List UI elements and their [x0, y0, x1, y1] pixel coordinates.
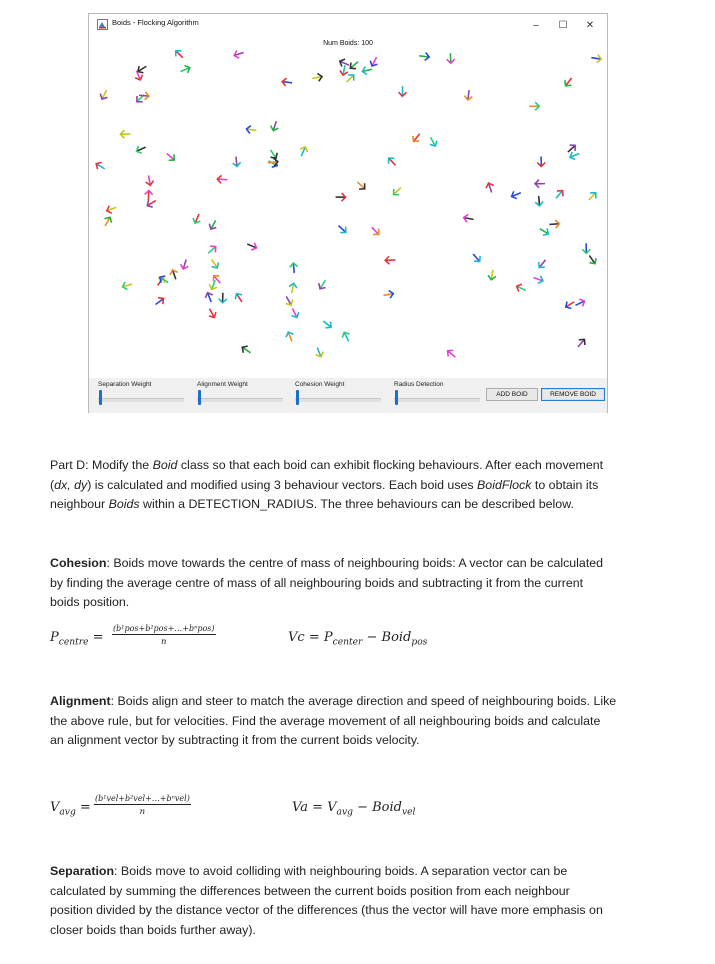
- boids-window: [88, 13, 608, 413]
- boid-arrow: [445, 348, 458, 361]
- boid-arrow: [591, 54, 602, 63]
- remove-boid-button[interactable]: REMOVE BOID: [541, 388, 605, 401]
- boid-arrow: [419, 52, 430, 61]
- boid-arrow: [145, 197, 158, 209]
- boid-arrow: [383, 290, 394, 300]
- denominator: n: [161, 637, 167, 647]
- boid-arrow: [568, 150, 580, 161]
- text: class so that each boid can exhibit flocking behaviours. After each movement: [177, 458, 604, 472]
- boid-arrow: [515, 283, 527, 294]
- boid-arrow: [282, 78, 293, 87]
- maximize-button[interactable]: ☐: [558, 19, 568, 31]
- boid-arrow: [288, 282, 298, 293]
- text: : Boids move to avoid colliding with neighbouring boids. A separation vector can be: [114, 864, 568, 878]
- separation-weight-label: Separation Weight: [98, 381, 152, 388]
- boid-arrow: [289, 263, 298, 274]
- boid-arrow: [232, 156, 241, 167]
- boid-arrow: [398, 86, 406, 96]
- boid-arrow: [173, 48, 186, 61]
- add-boid-button[interactable]: ADD BOID: [486, 388, 538, 401]
- boid-arrow: [169, 269, 180, 281]
- boid-arrow: [535, 196, 544, 207]
- boid-arrow: [283, 294, 295, 307]
- boid-arrow: [341, 331, 353, 343]
- alignment-paragraph: [50, 692, 654, 751]
- text: : Boids align and steer to match the average direction and speed of neighbouring boids. Like: [110, 694, 617, 708]
- numerator: (b¹pos+b²pos+…+bⁿpos): [113, 624, 215, 633]
- variables: dx, dy: [54, 477, 88, 492]
- boid-arrow: [355, 179, 368, 192]
- boid-arrow: [206, 244, 219, 257]
- symbol: P: [50, 630, 59, 645]
- minimize-button[interactable]: –: [533, 19, 539, 31]
- radius-detection-slider[interactable]: [395, 390, 398, 405]
- text: the above rule, but for velocities. Find the average movement of all neighbouring boids and calculate: [50, 713, 601, 728]
- boid-arrow: [153, 295, 166, 307]
- alignment-weight-label: Alignment Weight: [197, 381, 248, 388]
- boid-arrow: [145, 175, 155, 186]
- boid-arrow: [538, 225, 551, 237]
- boid-arrow: [336, 193, 346, 201]
- denominator: n: [139, 807, 146, 817]
- boid-arrow: [348, 59, 361, 72]
- equals: =: [308, 630, 320, 645]
- boid-canvas[interactable]: [89, 36, 607, 378]
- text: within a DETECTION_RADIUS. The three behaviours can be described below.: [139, 497, 574, 511]
- numerator: (b¹vel+b²vel+…+bⁿvel): [95, 794, 190, 803]
- cohesion-weight-slider[interactable]: [296, 390, 299, 405]
- boid-arrow: [321, 318, 334, 331]
- symbol: V: [50, 800, 60, 815]
- boid-arrow: [385, 256, 395, 265]
- class-name: BoidFlock: [477, 477, 532, 492]
- boid-arrow: [535, 180, 545, 188]
- boid-arrow: [219, 293, 227, 303]
- close-button[interactable]: ✕: [585, 19, 595, 31]
- class-name: Boid: [152, 458, 178, 472]
- boid-arrow: [464, 90, 473, 101]
- boid-arrow: [391, 185, 404, 198]
- text: : Boids move towards the centre of mass of neighbouring boids: A vector can be calculated: [106, 556, 604, 570]
- boid-arrow: [427, 135, 439, 148]
- text: position divided by the distance vector of the differences (thus the vector will have more emphasis on: [50, 903, 603, 917]
- boid-arrow: [314, 346, 325, 358]
- boid-arrow: [317, 278, 329, 291]
- subscript: centre: [58, 637, 89, 648]
- boid-arrow: [217, 175, 228, 184]
- separation-weight-track[interactable]: [98, 398, 184, 402]
- separation-paragraph: [50, 862, 654, 940]
- boid-arrow: [470, 251, 483, 264]
- boid-arrow: [233, 291, 245, 304]
- minus: −: [357, 800, 368, 815]
- boid-arrow: [446, 53, 454, 63]
- boid-arrow: [536, 257, 549, 270]
- title-bar[interactable]: [89, 14, 607, 36]
- boid-arrow: [246, 125, 257, 134]
- boid-arrow: [246, 240, 258, 251]
- boid-arrow: [532, 274, 544, 285]
- boid-arrow: [285, 331, 296, 343]
- boid-arrow: [369, 225, 382, 238]
- boid-arrow: [361, 65, 373, 75]
- boid-arrow: [368, 55, 380, 68]
- boid-arrow: [289, 307, 301, 319]
- text: ) is calculated and modified using 3 behaviour vectors. Each boid uses: [87, 477, 478, 492]
- symbol: Boid: [381, 630, 412, 645]
- symbol: Vc: [288, 630, 305, 645]
- boid-arrow: [562, 75, 574, 88]
- p-centre-lhs: [50, 630, 104, 648]
- cohesion-paragraph: [50, 554, 654, 613]
- boid-arrow: [463, 214, 474, 224]
- boid-arrow: [336, 223, 349, 236]
- boid-arrow: [586, 190, 599, 203]
- boid-arrow: [549, 220, 560, 229]
- text: boids position.: [50, 595, 130, 609]
- control-panel: [89, 378, 607, 413]
- alignment-weight-slider[interactable]: [198, 390, 201, 405]
- boid-arrow: [298, 145, 309, 157]
- subscript: center: [332, 637, 363, 648]
- symbol: P: [323, 630, 333, 645]
- part-d-paragraph: [50, 456, 654, 515]
- boid-arrow: [120, 130, 130, 138]
- minus: −: [366, 630, 378, 645]
- boid-arrow: [191, 212, 202, 224]
- text: to obtain its: [531, 477, 599, 492]
- text: calculated by summing the differences between the current boids position from each neighbour: [50, 883, 570, 898]
- subscript: avg: [336, 807, 353, 818]
- text: (: [50, 477, 55, 492]
- boid-arrow: [564, 298, 577, 310]
- v-avg-fraction: [94, 794, 191, 817]
- boid-arrow: [574, 297, 586, 308]
- equals: =: [79, 800, 91, 815]
- cohesion-heading: Cohesion: [50, 556, 107, 570]
- equals: =: [92, 630, 104, 645]
- boid-arrow: [510, 189, 522, 200]
- boid-arrow: [553, 188, 566, 201]
- boid-arrow: [179, 258, 190, 270]
- equals: =: [312, 800, 323, 815]
- boid-arrow: [121, 280, 133, 290]
- separation-heading: Separation: [50, 864, 115, 878]
- radius-detection-track[interactable]: [394, 398, 480, 402]
- boid-field: [89, 36, 607, 378]
- text: by finding the average centre of mass of all neighbouring boids and subtracting it from the current: [50, 575, 584, 590]
- alignment-heading: Alignment: [50, 694, 111, 708]
- radius-detection-label: Radius Detection: [394, 381, 444, 388]
- window-title: Boids - Flocking Algorithm: [112, 18, 199, 27]
- boid-arrow: [410, 131, 423, 144]
- boid-arrow: [206, 307, 218, 320]
- boid-arrow: [208, 257, 220, 270]
- boid-arrow: [102, 215, 114, 228]
- boid-arrow: [179, 64, 191, 75]
- symbol: Va: [292, 800, 308, 815]
- symbol: V: [327, 800, 337, 815]
- p-centre-fraction: [112, 624, 216, 647]
- text: an alignment vector by subtracting it from the current boids velocity.: [50, 733, 420, 747]
- boid-arrow: [98, 88, 110, 101]
- cohesion-weight-label: Cohesion Weight: [295, 381, 345, 388]
- boid-arrow: [105, 204, 117, 215]
- boid-arrow: [586, 253, 598, 266]
- separation-weight-slider[interactable]: [99, 390, 102, 405]
- boid-arrow: [144, 190, 153, 200]
- boid-arrow: [487, 269, 496, 280]
- boid-arrow: [158, 274, 171, 286]
- boid-arrow: [386, 155, 399, 168]
- v-avg-lhs: [50, 800, 91, 818]
- subscript: avg: [59, 807, 76, 818]
- boid-arrow: [339, 65, 349, 76]
- java-app-icon: [97, 19, 108, 30]
- alignment-weight-track[interactable]: [197, 398, 283, 402]
- boid-arrow: [134, 92, 147, 105]
- boid-arrow: [575, 337, 588, 350]
- boid-arrow: [94, 160, 107, 172]
- boid-arrow: [135, 144, 147, 155]
- text: Part D: Modify the: [50, 458, 153, 472]
- boid-arrow: [311, 73, 322, 83]
- cohesion-weight-track[interactable]: [295, 398, 381, 402]
- boid-arrow: [485, 182, 496, 194]
- boid-arrow: [233, 49, 245, 60]
- subscript: pos: [411, 637, 428, 648]
- va-equation: [292, 800, 415, 818]
- boid-arrow: [164, 150, 177, 163]
- boid-arrow: [207, 218, 219, 231]
- boid-arrow: [211, 273, 224, 286]
- vc-equation: [288, 630, 427, 648]
- num-boids-label: Num Boids: 100: [323, 40, 373, 47]
- subscript: vel: [401, 807, 416, 818]
- boid-arrow: [204, 291, 215, 303]
- boid-arrow: [240, 344, 253, 356]
- boid-arrow: [270, 120, 281, 132]
- boid-arrow: [582, 243, 590, 253]
- boid-arrow: [529, 102, 539, 110]
- symbol: Boid: [372, 800, 402, 815]
- boid-arrow: [537, 156, 545, 166]
- class-name: Boids: [108, 497, 140, 511]
- text: closer boids than boids further away).: [50, 922, 256, 937]
- text: neighbour: [50, 497, 109, 511]
